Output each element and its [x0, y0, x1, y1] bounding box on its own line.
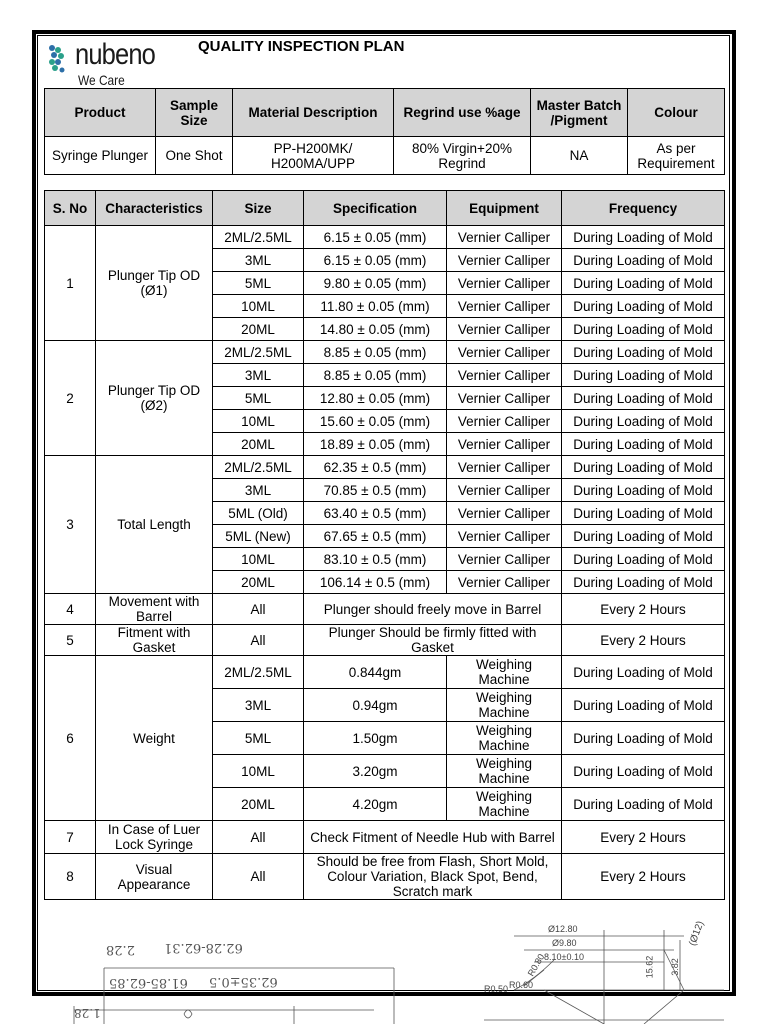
cell-characteristic: Movement with Barrel: [96, 594, 213, 625]
table-row: [45, 456, 725, 479]
cell-equipment: Vernier Calliper: [447, 548, 562, 571]
cell-regrind: 80% Virgin+20% Regrind: [394, 137, 531, 175]
cell-equipment: Weighing Machine: [447, 755, 562, 788]
cell-equipment: Vernier Calliper: [447, 295, 562, 318]
cell-specification: 15.60 ± 0.05 (mm): [304, 410, 447, 433]
cell-frequency: During Loading of Mold: [562, 318, 725, 341]
drawing-note: Ø12.80: [548, 924, 578, 934]
logo-dots-icon: [48, 44, 76, 74]
cell-size: 20ML: [213, 433, 304, 456]
cell-equipment: Weighing Machine: [447, 788, 562, 821]
logo-tagline: We Care: [78, 72, 125, 88]
cell-specification: 4.20gm: [304, 788, 447, 821]
cell-equipment: Vernier Calliper: [447, 387, 562, 410]
table-row: [45, 625, 725, 656]
cell-specification: 62.35 ± 0.5 (mm): [304, 456, 447, 479]
cell-sno: 2: [45, 341, 96, 456]
cell-specification: 12.80 ± 0.05 (mm): [304, 387, 447, 410]
cell-equipment: Vernier Calliper: [447, 502, 562, 525]
cell-specification: 14.80 ± 0.05 (mm): [304, 318, 447, 341]
cell-size: 5ML: [213, 272, 304, 295]
product-header-table: [44, 88, 725, 175]
cell-size: 10ML: [213, 410, 304, 433]
drawing-note: Ø9.80: [552, 938, 577, 948]
col-header-characteristics: Characteristics: [96, 191, 213, 226]
col-header-size: Size: [213, 191, 304, 226]
table-row: [45, 226, 725, 249]
cell-equipment: Vernier Calliper: [447, 479, 562, 502]
inspection-table: [44, 190, 725, 900]
cell-frequency: During Loading of Mold: [562, 295, 725, 318]
page-title: QUALITY INSPECTION PLAN: [198, 38, 405, 55]
col-header-colour: Colour: [628, 89, 725, 137]
drawing-note: 62.28-62.31: [164, 940, 243, 955]
cell-sno: 4: [45, 594, 96, 625]
logo-wordmark: nubeno: [75, 38, 155, 71]
cell-characteristic: Visual Appearance: [96, 854, 213, 900]
cell-specification: 18.89 ± 0.05 (mm): [304, 433, 447, 456]
cell-characteristic: Fitment with Gasket: [96, 625, 213, 656]
cell-characteristic: Total Length: [96, 456, 213, 594]
cell-frequency: During Loading of Mold: [562, 479, 725, 502]
cell-frequency: Every 2 Hours: [562, 821, 725, 854]
cell-size: 10ML: [213, 548, 304, 571]
cell-sno: 5: [45, 625, 96, 656]
cell-size: All: [213, 625, 304, 656]
cell-equipment: Vernier Calliper: [447, 364, 562, 387]
cell-product: Syringe Plunger: [45, 137, 156, 175]
cell-specification: 0.94gm: [304, 689, 447, 722]
table-row: [45, 656, 725, 689]
cell-size: 20ML: [213, 571, 304, 594]
cell-specification: 6.15 ± 0.05 (mm): [304, 226, 447, 249]
cell-characteristic: Weight: [96, 656, 213, 821]
cell-size: 10ML: [213, 295, 304, 318]
cell-specification: 8.85 ± 0.05 (mm): [304, 341, 447, 364]
col-header-master-batch: Master Batch /Pigment: [531, 89, 628, 137]
cell-size: 20ML: [213, 318, 304, 341]
cell-size: All: [213, 821, 304, 854]
col-header-material: Material Description: [233, 89, 394, 137]
cell-frequency: During Loading of Mold: [562, 656, 725, 689]
technical-drawing-scan: [44, 920, 724, 1024]
drawing-note: R0.50: [484, 984, 509, 994]
drawing-lines: [44, 920, 724, 1024]
cell-frequency: During Loading of Mold: [562, 456, 725, 479]
cell-equipment: Vernier Calliper: [447, 433, 562, 456]
cell-equipment: Weighing Machine: [447, 689, 562, 722]
cell-equipment: Vernier Calliper: [447, 249, 562, 272]
cell-equipment: Vernier Calliper: [447, 341, 562, 364]
col-header-equipment: Equipment: [447, 191, 562, 226]
cell-frequency: Every 2 Hours: [562, 625, 725, 656]
cell-frequency: During Loading of Mold: [562, 410, 725, 433]
cell-size: 5ML: [213, 387, 304, 410]
cell-size: 5ML (New): [213, 525, 304, 548]
cell-frequency: During Loading of Mold: [562, 226, 725, 249]
cell-size: 3ML: [213, 479, 304, 502]
col-header-sample-size: Sample Size: [156, 89, 233, 137]
cell-frequency: During Loading of Mold: [562, 722, 725, 755]
cell-frequency: During Loading of Mold: [562, 502, 725, 525]
cell-frequency: During Loading of Mold: [562, 571, 725, 594]
cell-frequency: During Loading of Mold: [562, 364, 725, 387]
cell-specification: 8.85 ± 0.05 (mm): [304, 364, 447, 387]
cell-specification: 1.50gm: [304, 722, 447, 755]
cell-characteristic: Plunger Tip OD (Ø1): [96, 226, 213, 341]
cell-size: 2ML/2.5ML: [213, 226, 304, 249]
cell-equipment: Vernier Calliper: [447, 571, 562, 594]
cell-frequency: During Loading of Mold: [562, 433, 725, 456]
cell-size: 2ML/2.5ML: [213, 656, 304, 689]
cell-master-batch: NA: [531, 137, 628, 175]
col-header-regrind: Regrind use %age: [394, 89, 531, 137]
cell-equipment: Vernier Calliper: [447, 525, 562, 548]
cell-sno: 7: [45, 821, 96, 854]
table-row: [45, 341, 725, 364]
cell-frequency: During Loading of Mold: [562, 755, 725, 788]
cell-specification: 0.844gm: [304, 656, 447, 689]
drawing-note: 15.62: [644, 955, 655, 979]
cell-specification: 3.20gm: [304, 755, 447, 788]
cell-sno: 8: [45, 854, 96, 900]
cell-frequency: During Loading of Mold: [562, 548, 725, 571]
cell-size: All: [213, 854, 304, 900]
cell-specification: 67.65 ± 0.5 (mm): [304, 525, 447, 548]
cell-specification: 9.80 ± 0.05 (mm): [304, 272, 447, 295]
cell-size: 5ML (Old): [213, 502, 304, 525]
cell-frequency: During Loading of Mold: [562, 387, 725, 410]
cell-specification: 106.14 ± 0.5 (mm): [304, 571, 447, 594]
cell-specification: Check Fitment of Needle Hub with Barrel: [304, 821, 562, 854]
cell-specification: 6.15 ± 0.05 (mm): [304, 249, 447, 272]
cell-equipment: Weighing Machine: [447, 722, 562, 755]
cell-sno: 6: [45, 656, 96, 821]
col-header-specification: Specification: [304, 191, 447, 226]
cell-frequency: During Loading of Mold: [562, 272, 725, 295]
cell-frequency: During Loading of Mold: [562, 249, 725, 272]
table-row: [45, 854, 725, 900]
cell-specification: Plunger should freely move in Barrel: [304, 594, 562, 625]
cell-size: 2ML/2.5ML: [213, 341, 304, 364]
table-row: [45, 821, 725, 854]
drawing-note: 1.28: [74, 1006, 101, 1020]
cell-equipment: Vernier Calliper: [447, 272, 562, 295]
drawing-note: 62.35±0.5: [209, 974, 278, 989]
company-logo: [48, 38, 168, 90]
cell-size: 3ML: [213, 689, 304, 722]
cell-equipment: Weighing Machine: [447, 656, 562, 689]
drawing-note: R0.60: [509, 980, 534, 990]
cell-sno: 3: [45, 456, 96, 594]
cell-specification: Should be free from Flash, Short Mold, Colour Variation, Black Spot, Bend, Scratch mark: [304, 854, 562, 900]
cell-frequency: During Loading of Mold: [562, 689, 725, 722]
cell-frequency: During Loading of Mold: [562, 788, 725, 821]
cell-characteristic: Plunger Tip OD (Ø2): [96, 341, 213, 456]
cell-colour: As per Requirement: [628, 137, 725, 175]
col-header-product: Product: [45, 89, 156, 137]
cell-specification: 70.85 ± 0.5 (mm): [304, 479, 447, 502]
cell-frequency: During Loading of Mold: [562, 525, 725, 548]
product-header-row: [45, 89, 725, 137]
cell-characteristic: In Case of Luer Lock Syringe: [96, 821, 213, 854]
cell-frequency: During Loading of Mold: [562, 341, 725, 364]
cell-size: 5ML: [213, 722, 304, 755]
cell-equipment: Vernier Calliper: [447, 410, 562, 433]
cell-size: 3ML: [213, 364, 304, 387]
cell-specification: 11.80 ± 0.05 (mm): [304, 295, 447, 318]
cell-specification: Plunger Should be firmly fitted with Gasket: [304, 625, 562, 656]
drawing-note: R0.80: [525, 952, 547, 978]
cell-equipment: Vernier Calliper: [447, 226, 562, 249]
drawing-note: 61.85-62.85: [109, 975, 188, 990]
col-header-frequency: Frequency: [562, 191, 725, 226]
cell-sample-size: One Shot: [156, 137, 233, 175]
cell-size: 2ML/2.5ML: [213, 456, 304, 479]
cell-equipment: Vernier Calliper: [447, 456, 562, 479]
cell-size: 10ML: [213, 755, 304, 788]
cell-sno: 1: [45, 226, 96, 341]
cell-size: All: [213, 594, 304, 625]
cell-material: PP-H200MK/ H200MA/UPP: [233, 137, 394, 175]
product-data-row: [45, 137, 725, 175]
drawing-note: 3.82: [669, 958, 680, 976]
drawing-note: 2.28: [106, 942, 135, 957]
cell-size: 3ML: [213, 249, 304, 272]
cell-frequency: Every 2 Hours: [562, 854, 725, 900]
cell-frequency: Every 2 Hours: [562, 594, 725, 625]
col-header-sno: S. No: [45, 191, 96, 226]
cell-size: 20ML: [213, 788, 304, 821]
inspection-header-row: [45, 191, 725, 226]
table-row: [45, 594, 725, 625]
cell-specification: 63.40 ± 0.5 (mm): [304, 502, 447, 525]
drawing-note: 8.10±0.10: [544, 952, 584, 962]
cell-equipment: Vernier Calliper: [447, 318, 562, 341]
cell-specification: 83.10 ± 0.5 (mm): [304, 548, 447, 571]
drawing-note: (Ø12): [687, 920, 707, 948]
